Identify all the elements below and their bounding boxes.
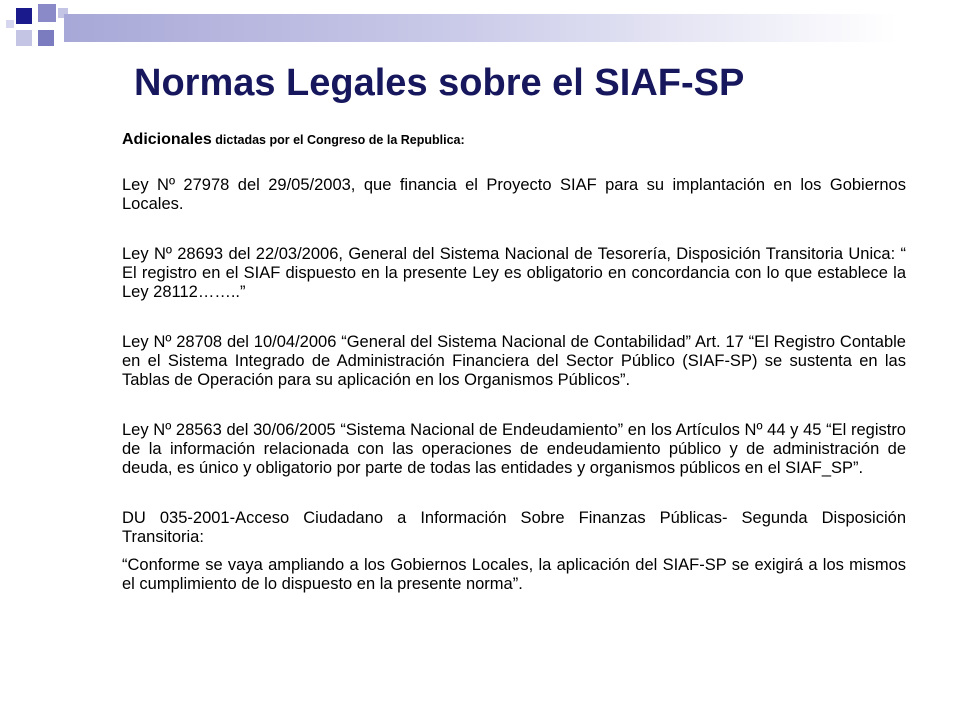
decorative-square-light xyxy=(6,20,14,28)
decorative-square-mid xyxy=(38,30,54,46)
paragraph-quote: “Conforme se vaya ampliando a los Gobiernos Locales, la aplicación del SIAF-SP se exigirá a los mismos el cumplimiento de lo dispuesto en la presente norma”. xyxy=(122,556,906,593)
subtitle xyxy=(122,130,906,150)
slide-body xyxy=(122,130,906,594)
paragraph-ley-28693: Ley Nº 28693 del 22/03/2006, General del Sistema Nacional de Tesorería, Disposición Transitoria Unica: “ El registro en el SIAF dispuesto en la presente Ley es obligatorio en concordancia con lo que establece la Ley 28112……..” xyxy=(122,245,906,301)
decorative-square-light xyxy=(16,30,32,46)
subtitle-rest: dictadas por el Congreso de la Republica: xyxy=(211,133,465,147)
paragraph-ley-28708: Ley Nº 28708 del 10/04/2006 “General del Sistema Nacional de Contabilidad” Art. 17 “El Registro Contable en el Sistema Integrado de Administración Financiera del Sector Público (SIAF-SP) se sustenta en las Tablas de Operación para su aplicación en los Organismos Públicos”. xyxy=(122,333,906,389)
decorative-header xyxy=(0,0,960,50)
paragraph-ley-28563: Ley Nº 28563 del 30/06/2005 “Sistema Nacional de Endeudamiento” en los Artículos Nº 44 y 45 “El registro de la información relacionada con las operaciones de endeudamiento público y de administración de deuda, es único y obligatorio por parte de todas las entidades y organismos públicos en el SIAF_SP”. xyxy=(122,421,906,477)
paragraph-ley-27978: Ley Nº 27978 del 29/05/2003, que financia el Proyecto SIAF para su implantación en los Gobiernos Locales. xyxy=(122,176,906,213)
decorative-square-mid xyxy=(38,4,56,22)
slide-title: Normas Legales sobre el SIAF-SP xyxy=(134,62,745,104)
decorative-gradient-bar xyxy=(64,14,896,42)
subtitle-main: Adicionales xyxy=(122,131,212,148)
decorative-square-dark xyxy=(16,8,32,24)
paragraph-du-035-2001: DU 035-2001-Acceso Ciudadano a Información Sobre Finanzas Públicas- Segunda Disposición Transitoria: xyxy=(122,509,906,546)
